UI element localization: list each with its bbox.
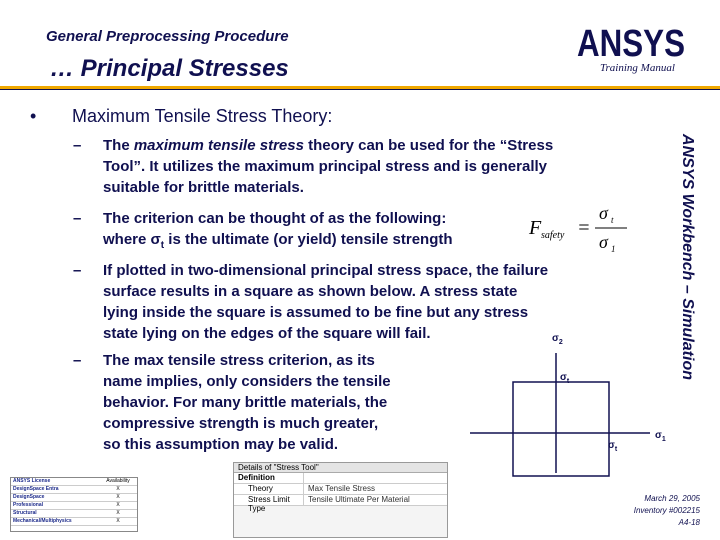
- ansys-logo: [577, 20, 687, 65]
- details-row-theory[interactable]: Theory Max Tensile Stress: [234, 484, 447, 495]
- footer-date: March 29, 2005: [644, 494, 700, 503]
- svg-text:σ: σ: [599, 232, 608, 252]
- bullet-3-line-4: state lying on the edges of the square will fail.: [103, 325, 431, 342]
- license-table: [10, 477, 138, 532]
- details-section-definition[interactable]: Definition: [234, 473, 447, 484]
- bullet-1-line-2: Tool”. It utilizes the maximum principal stress and is generally: [103, 158, 548, 175]
- svg-text:safety: safety: [541, 230, 565, 241]
- bullet-3-line-2: surface results in a square as shown below. A stress state: [103, 283, 518, 300]
- sidebar-vertical-label: [676, 104, 698, 410]
- bullet-4-line-1: The max tensile stress criterion, as its: [103, 352, 375, 369]
- bullet-1-line-3: suitable for brittle materials.: [103, 179, 304, 196]
- license-table-header: ANSYS License Availability: [11, 478, 137, 486]
- footer-inventory: Inventory #002215: [633, 506, 700, 515]
- bullet-1-line-1: The maximum tensile stress theory can be used for the “Stress: [103, 137, 554, 154]
- failure-square: [513, 382, 609, 476]
- bullet-4-line-3: behavior. For many brittle materials, the: [103, 394, 388, 411]
- svg-text:t: t: [611, 215, 614, 225]
- ansys-logo-text: ANSYS: [577, 23, 685, 65]
- svg-text:σ: σ: [599, 203, 608, 223]
- safety-factor-formula: [527, 202, 632, 254]
- bullet-4-line-4: compressive strength is much greater,: [103, 415, 379, 432]
- header-rule-thin: [0, 89, 720, 90]
- svg-text:F: F: [529, 217, 542, 239]
- dash-icon: –: [73, 262, 82, 279]
- dash-icon: –: [73, 352, 82, 369]
- details-row-stress-limit-type[interactable]: Stress Limit Type Tensile Ultimate Per Material: [234, 495, 447, 506]
- bullet-dot-icon: •: [30, 106, 37, 126]
- header-top-title: General Preprocessing Procedure: [46, 28, 289, 45]
- bullet-2-line-1: The criterion can be thought of as the following:: [103, 210, 447, 227]
- svg-text:=: =: [577, 217, 591, 239]
- main-bullet-text: Maximum Tensile Stress Theory:: [72, 106, 333, 126]
- plot-label-sigma-t-right: $\sigma_t$: [608, 440, 618, 453]
- plot-label-sigma-1: $\sigma_1$: [655, 430, 666, 443]
- dash-icon: –: [73, 210, 82, 227]
- footer-info: [600, 493, 700, 529]
- sidebar-text: ANSYS Workbench – Simulation: [679, 134, 696, 380]
- bullet-3-line-1: If plotted in two-dimensional principal stress space, the failure: [103, 262, 549, 279]
- table-row: DesignSpace X: [11, 494, 137, 502]
- bullet-3-line-3: lying inside the square is assumed to be fine but any stress: [103, 304, 529, 321]
- failure-surface-plot: [470, 345, 670, 475]
- details-panel-title: Details of "Stress Tool": [234, 463, 447, 473]
- dash-icon: –: [73, 137, 82, 154]
- bullet-2-line-2: where $\sigma_t$ is the ultimate (or yield) tensile strength: [103, 231, 453, 251]
- table-row: Mechanical/Multiphysics X: [11, 518, 137, 526]
- plot-label-sigma-2: $\sigma_2$: [552, 333, 563, 346]
- table-row: Structural X: [11, 510, 137, 518]
- footer-page-number: A4-18: [678, 518, 700, 527]
- bullet-4-line-5: so this assumption may be valid.: [103, 436, 339, 453]
- table-row: Professional X: [11, 502, 137, 510]
- page-title: … Principal Stresses: [50, 55, 289, 82]
- details-panel: [233, 462, 448, 538]
- bullet-4-line-2: name implies, only considers the tensile: [103, 373, 391, 390]
- svg-text:1: 1: [611, 244, 616, 254]
- plot-label-sigma-t-top: $\sigma_t$: [560, 372, 570, 385]
- table-row: DesignSpace Entra X: [11, 486, 137, 494]
- training-manual-label: Training Manual: [600, 62, 675, 74]
